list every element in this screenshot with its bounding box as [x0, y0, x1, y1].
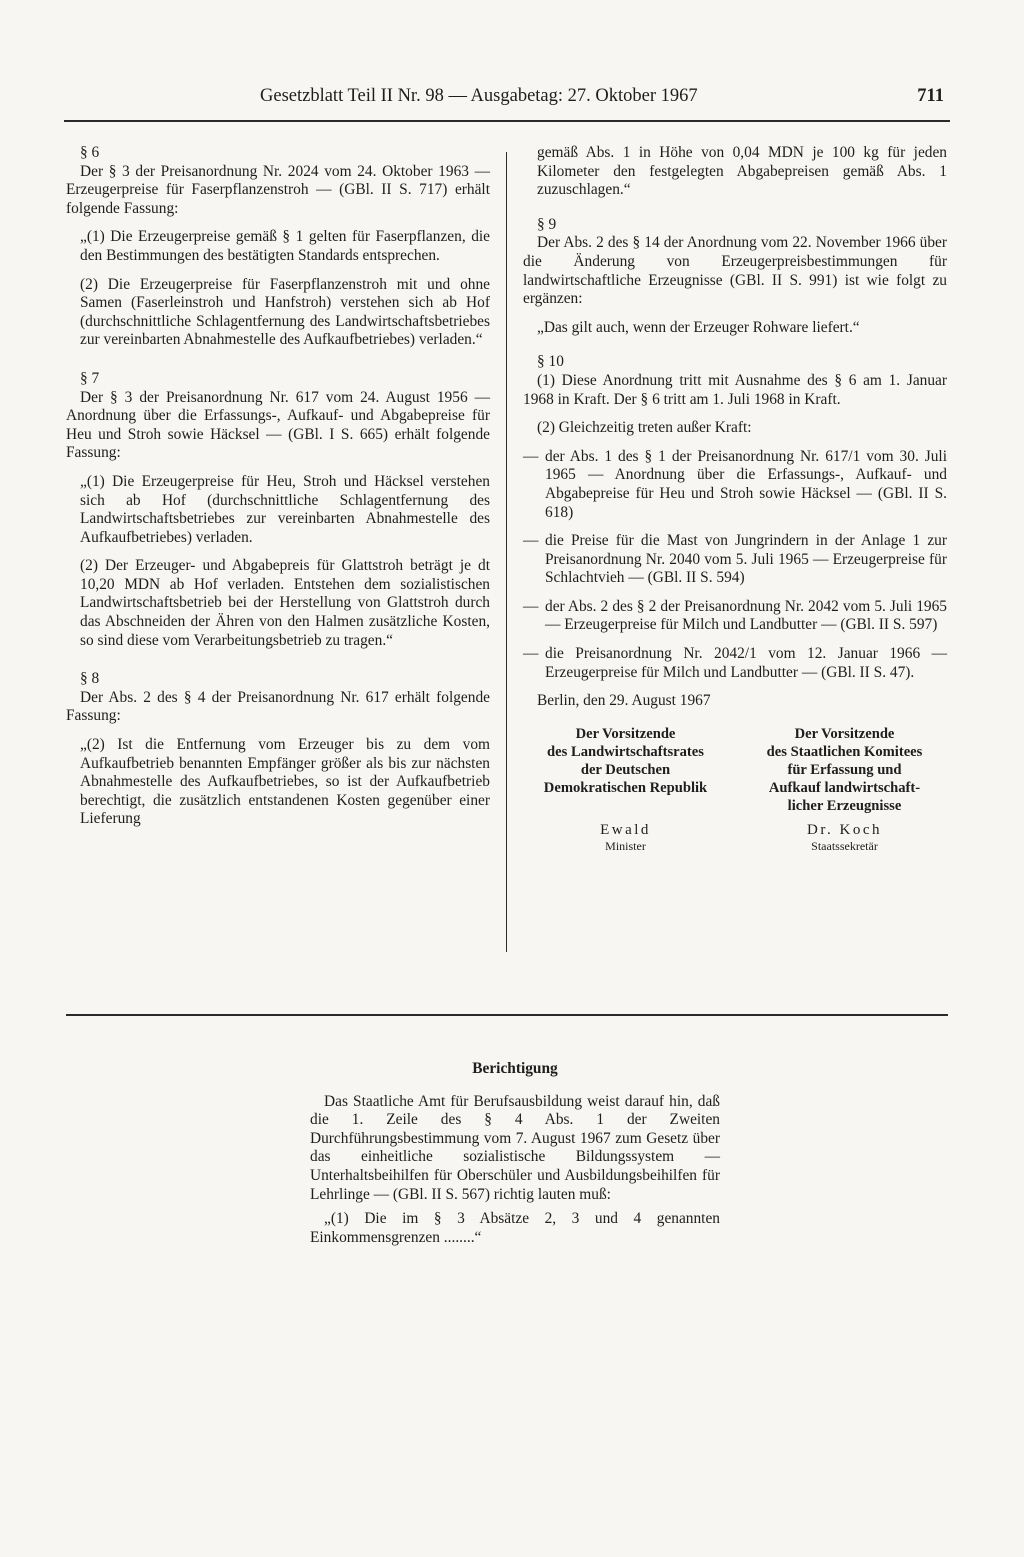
- org-line: Der Vorsitzende: [575, 725, 676, 742]
- section-6-paragraph-1: „(1) Die Erzeugerpreise gemäß § 1 gelten für Faserpflanzen, die den Bestimmungen des bestätigten Standards entsprechen.: [80, 228, 490, 264]
- date-line: Berlin, den 29. August 1967: [537, 692, 711, 710]
- section-6-heading: § 6: [80, 144, 100, 161]
- section-10-paragraph-1: (1) Diese Anordnung tritt mit Ausnahme des § 6 am 1. Januar 1968 in Kraft. Der § 6 tritt am 1. Juli 1968 in Kraft.: [523, 371, 947, 408]
- section-7-intro: Der § 3 der Preisanordnung Nr. 617 vom 24. August 1956 — Anordnung über die Erfassungs-, Aufkauf- und Abgabepreise für Heu und Stroh sowie Häcksel — (GBl. I S. 665) erhält folgende Fassung:: [66, 388, 490, 462]
- list-item: [523, 448, 947, 522]
- signature-org: [523, 725, 728, 797]
- dash-marker: —: [523, 645, 539, 663]
- correction-quote: „(1) Die im § 3 Absätze 2, 3 und 4 genannten Einkommensgrenzen ........“: [310, 1210, 720, 1246]
- org-line: licher Erzeugnisse: [787, 797, 902, 814]
- org-line: Aufkauf landwirtschaft-: [768, 779, 921, 796]
- org-line: Der Vorsitzende: [794, 725, 895, 742]
- signatory-title: Minister: [605, 839, 646, 854]
- dash-marker: —: [523, 532, 539, 550]
- signatory-name: Ewald: [600, 821, 651, 838]
- section-9-quote: „Das gilt auch, wenn der Erzeuger Rohware liefert.“: [537, 318, 860, 336]
- page-header: [64, 86, 952, 116]
- left-column: [66, 144, 490, 829]
- list-item: [523, 598, 947, 635]
- section-rule: [66, 1014, 948, 1016]
- section-6-paragraph-2: (2) Die Erzeugerpreise für Faserpflanzenstroh mit und ohne Samen (Faserleinstroh und Hanfstroh) verstehen sich ab Hof (durchschnittliche Schlagentfernung des Landwirtschaftsbetriebes zur vereinbarten Abnahmestelle des Aufkaufbetriebes) verladen.“: [80, 275, 490, 349]
- section-7-paragraph-2: (2) Der Erzeuger- und Abgabepreis für Glattstroh beträgt je dt 10,20 MDN ab Hof verladen. Entstehen dem sozialistischen Landwirtschaftsbetrieb bei der Herstellung von Glattstroh durch das Abschneiden der Ähren von den Halmen zusätzliche Kosten, so sind diese vom Verarbeitungsbetrieb zu tragen.“: [80, 557, 490, 649]
- org-line: für Erfassung und: [787, 761, 902, 778]
- correction-heading: Berichtigung: [472, 1060, 558, 1077]
- signature-org: [742, 725, 947, 815]
- correction-notice: [310, 1060, 720, 1247]
- page-number: 711: [917, 86, 944, 106]
- dash-marker: —: [523, 447, 539, 465]
- section-9-intro: Der Abs. 2 des § 14 der Anordnung vom 22. November 1966 über die Änderung von Erzeugerpreisbestimmungen für landwirtschaftliche Erzeugnisse (GBl. II S. 991) ist wie folgt zu ergänzen:: [523, 234, 947, 308]
- signatory-title: Staatssekretär: [811, 839, 878, 854]
- dash-marker: —: [523, 597, 539, 615]
- org-line: des Staatlichen Komitees: [766, 743, 923, 760]
- org-line: der Deutschen: [580, 761, 671, 778]
- header-title: Gesetzblatt Teil II Nr. 98 — Ausgabetag: 27. Oktober 1967: [260, 86, 698, 106]
- section-9-heading: § 9: [537, 215, 557, 233]
- section-8-continued: gemäß Abs. 1 in Höhe von 0,04 MDN je 100 kg für jeden Kilometer den festgelegten Abgabepreisen gemäß Abs. 1 zuzuschlagen.“: [537, 144, 947, 199]
- org-line: des Landwirtschaftsrates: [547, 743, 704, 760]
- section-8-intro: Der Abs. 2 des § 4 der Preisanordnung Nr. 617 erhält folgende Fassung:: [66, 688, 490, 725]
- section-7-paragraph-1: „(1) Die Erzeugerpreise für Heu, Stroh und Häcksel verstehen sich ab Hof (durchschnittliche Schlagentfernung des Landwirtschaftsbetriebes zur vereinbarten Abnahmestelle des Aufkaufbetriebes) verladen.: [80, 472, 490, 546]
- list-item: [523, 532, 947, 588]
- list-item-text: die Preisanordnung Nr. 2042/1 vom 12. Januar 1966 — Erzeugerpreise für Milch und Landbutter — (GBl. II S. 47).: [545, 645, 947, 681]
- section-8-heading: § 8: [80, 670, 100, 688]
- signature-left: [523, 725, 728, 854]
- section-7-heading: § 7: [80, 369, 100, 387]
- right-column: [523, 144, 947, 853]
- repealed-list: [523, 448, 947, 683]
- list-item-text: der Abs. 1 des § 1 der Preisanordnung Nr. 617/1 vom 30. Juli 1965 — Anordnung über die Erfassungs-, Aufkauf- und Abgabepreise für Heu und Stroh sowie Häcksel — (GBl. II S. 618): [545, 447, 947, 521]
- list-item-text: der Abs. 2 des § 2 der Preisanordnung Nr. 2042 vom 5. Juli 1965 — Erzeugerpreise für Milch und Landbutter — (GBl. II S. 597): [545, 597, 947, 634]
- section-10-heading: § 10: [537, 353, 564, 371]
- signatory-name: Dr. Koch: [807, 821, 882, 838]
- signature-block: [523, 725, 947, 854]
- section-10-paragraph-2: (2) Gleichzeitig treten außer Kraft:: [537, 419, 752, 437]
- correction-text: Das Staatliche Amt für Berufsausbildung weist darauf hin, daß die 1. Zeile des § 4 Abs. 1 der Zweiten Durchführungsbestimmung vom 7. August 1967 zum Gesetz über das einheitliche sozialistische Bildungssystem — Unterhaltsbeihilfen für Oberschüler und Ausbildungsbeihilfen für Lehrlinge — (GBl. II S. 567) richtig lauten muß:: [310, 1092, 720, 1203]
- list-item: [523, 645, 947, 682]
- signature-right: [742, 725, 947, 854]
- section-6-intro: Der § 3 der Preisanordnung Nr. 2024 vom 24. Oktober 1963 — Erzeugerpreise für Faserpflanzenstroh — (GBl. II S. 717) erhält folgende Fassung:: [66, 162, 490, 217]
- column-divider: [506, 152, 507, 952]
- list-item-text: die Preise für die Mast von Jungrindern in der Anlage 1 zur Preisanordnung Nr. 2040 vom 5. Juli 1965 — Erzeugerpreise für Schlachtvieh — (GBl. II S. 594): [545, 532, 947, 587]
- section-8-paragraph-1: „(2) Ist die Entfernung vom Erzeuger bis zu dem vom Aufkaufbetrieb benannten Empfänger größer als bis zur nächsten Abnahmestelle des Aufkaufbetriebes, so ist der Aufkaufbetrieb berechtigt, die zusätzlich entstandenen Kosten gegenüber einer Lieferung: [80, 736, 490, 828]
- org-line: Demokratischen Republik: [543, 779, 708, 796]
- header-rule: [64, 120, 950, 122]
